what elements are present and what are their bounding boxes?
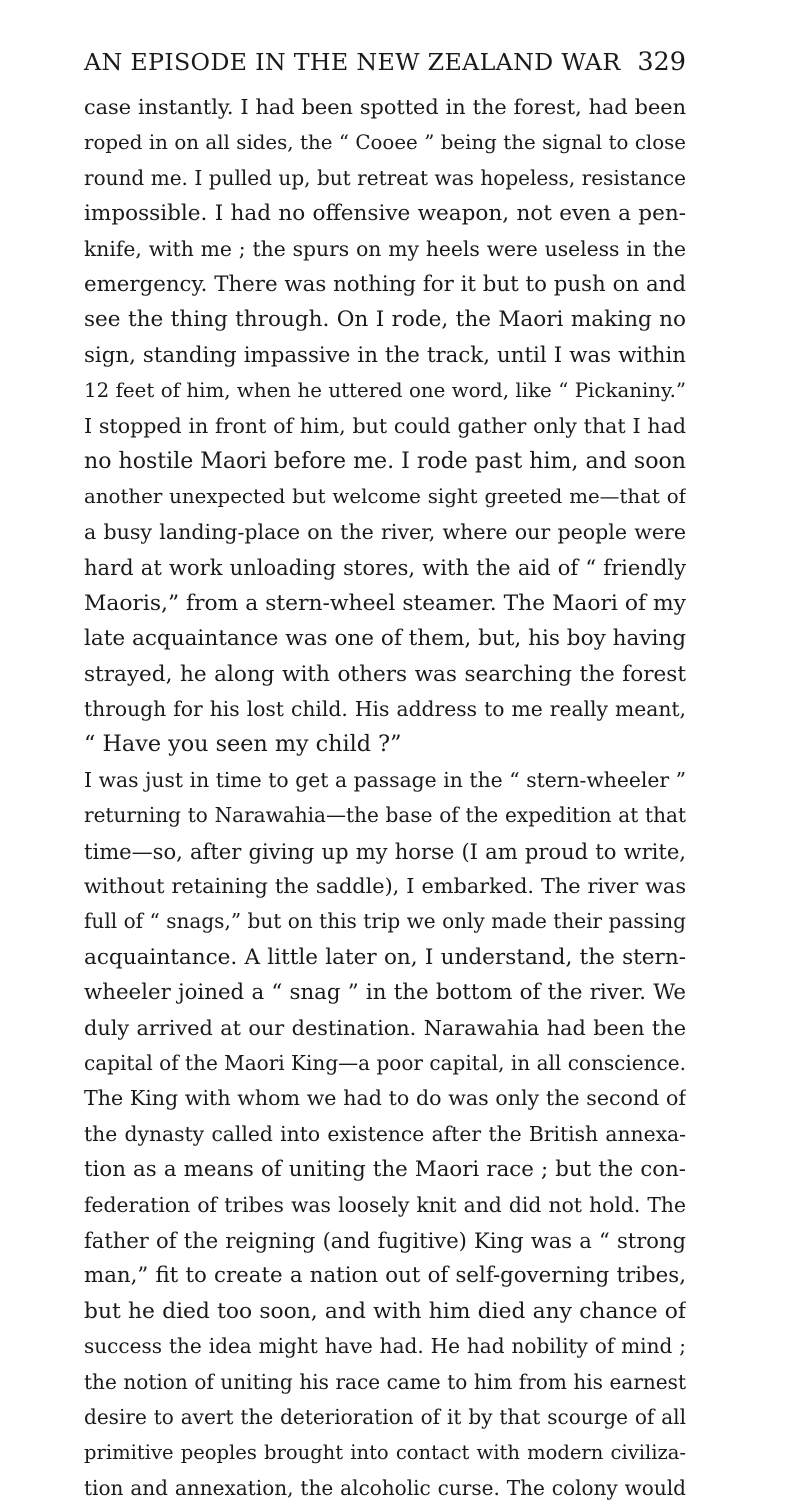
text-line-25: acquaintance. A little later on, I understand, the stern- [84, 944, 686, 970]
text-line-39: primitive peoples brought into contact with modern civiliza- [84, 1441, 686, 1465]
text-line-26: wheeler joined a “ snag ” in the bottom of the river. We [84, 980, 686, 1006]
text-line-8: sign, standing impassive in the track, until I was within [84, 342, 686, 368]
text-line-14: hard at work unloading stores, with the aid of “ friendly [84, 555, 686, 581]
body-text [84, 90, 686, 1506]
text-line-1: case instantly. I had been spotted in the forest, had been [84, 95, 686, 119]
text-line-33: father of the reigning (and fugitive) King was a “ strong [84, 1228, 686, 1253]
text-line-12: another unexpected but welcome sight greeted me—that of [84, 485, 686, 509]
text-line-16: late acquaintance was one of them, but, his boy having [84, 626, 686, 652]
text-line-22: time—so, after giving up my horse (I am proud to write, [84, 838, 686, 864]
text-line-28: capital of the Maori King—a poor capital, in all conscience. [84, 1050, 686, 1075]
page-number: 329 [637, 47, 686, 77]
text-line-7: see the thing through. On I rode, the Maori making no [84, 307, 686, 333]
text-line-20: I was just in time to get a passage in the “ stern-wheeler ” [84, 767, 686, 792]
text-line-30: the dynasty called into existence after the British annexa- [84, 1121, 686, 1146]
text-line-4: impossible. I had no offensive weapon, not even a pen- [84, 201, 686, 227]
text-line-35: but he died too soon, and with him died any chance of [84, 1298, 686, 1324]
text-line-32: federation of tribes was loosely knit and did not hold. The [84, 1192, 686, 1217]
text-line-27: duly arrived at our destination. Narawahia had been the [84, 1015, 686, 1040]
running-head [84, 42, 686, 82]
text-line-40: tion and annexation, the alcoholic curse. The colony would [84, 1475, 686, 1500]
text-line-10: I stopped in front of him, but could gather only that I had [84, 413, 686, 438]
text-line-24: full of “ snags,” but on this trip we only made their passing [84, 909, 686, 934]
text-line-31: tion as a means of uniting the Maori race ; but the con- [84, 1157, 686, 1183]
text-line-38: desire to avert the deterioration of it by that scourge of all [84, 1405, 686, 1430]
text-line-3: round me. I pulled up, but retreat was hopeless, resistance [84, 165, 686, 190]
text-line-6: emergency. There was nothing for it but to push on and [84, 272, 686, 298]
text-line-36: success the idea might have had. He had nobility of mind ; [84, 1334, 686, 1359]
text-line-15: Maoris,” from a stern-wheel steamer. The Maori of my [84, 590, 686, 616]
text-line-21: returning to Narawahia—the base of the expedition at that [84, 803, 686, 828]
text-line-17: strayed, he along with others was searching the forest [84, 661, 686, 687]
text-line-2: roped in on all sides, the “ Cooee ” being the signal to close [84, 131, 686, 155]
text-line-29: The King with whom we had to do was only the second of [84, 1086, 686, 1111]
text-line-23: without retaining the saddle), I embarked. The river was [84, 873, 686, 898]
text-line-19: “ Have you seen my child ?” [84, 731, 402, 758]
text-line-37: the notion of uniting his race came to him from his earnest [84, 1369, 686, 1394]
text-line-9: 12 feet of him, when he uttered one word, like “ Pickaniny.” [84, 379, 686, 403]
text-line-34: man,” fit to create a nation out of self-governing tribes, [84, 1263, 686, 1289]
text-line-11: no hostile Maori before me. I rode past him, and soon [84, 449, 686, 475]
text-line-5: knife, with me ; the spurs on my heels were useless in the [84, 236, 686, 261]
running-title: AN EPISODE IN THE NEW ZEALAND WAR [84, 48, 621, 76]
text-line-13: a busy landing-place on the river, where our people were [84, 519, 686, 544]
text-line-18: through for his lost child. His address to me really meant, [84, 696, 686, 721]
